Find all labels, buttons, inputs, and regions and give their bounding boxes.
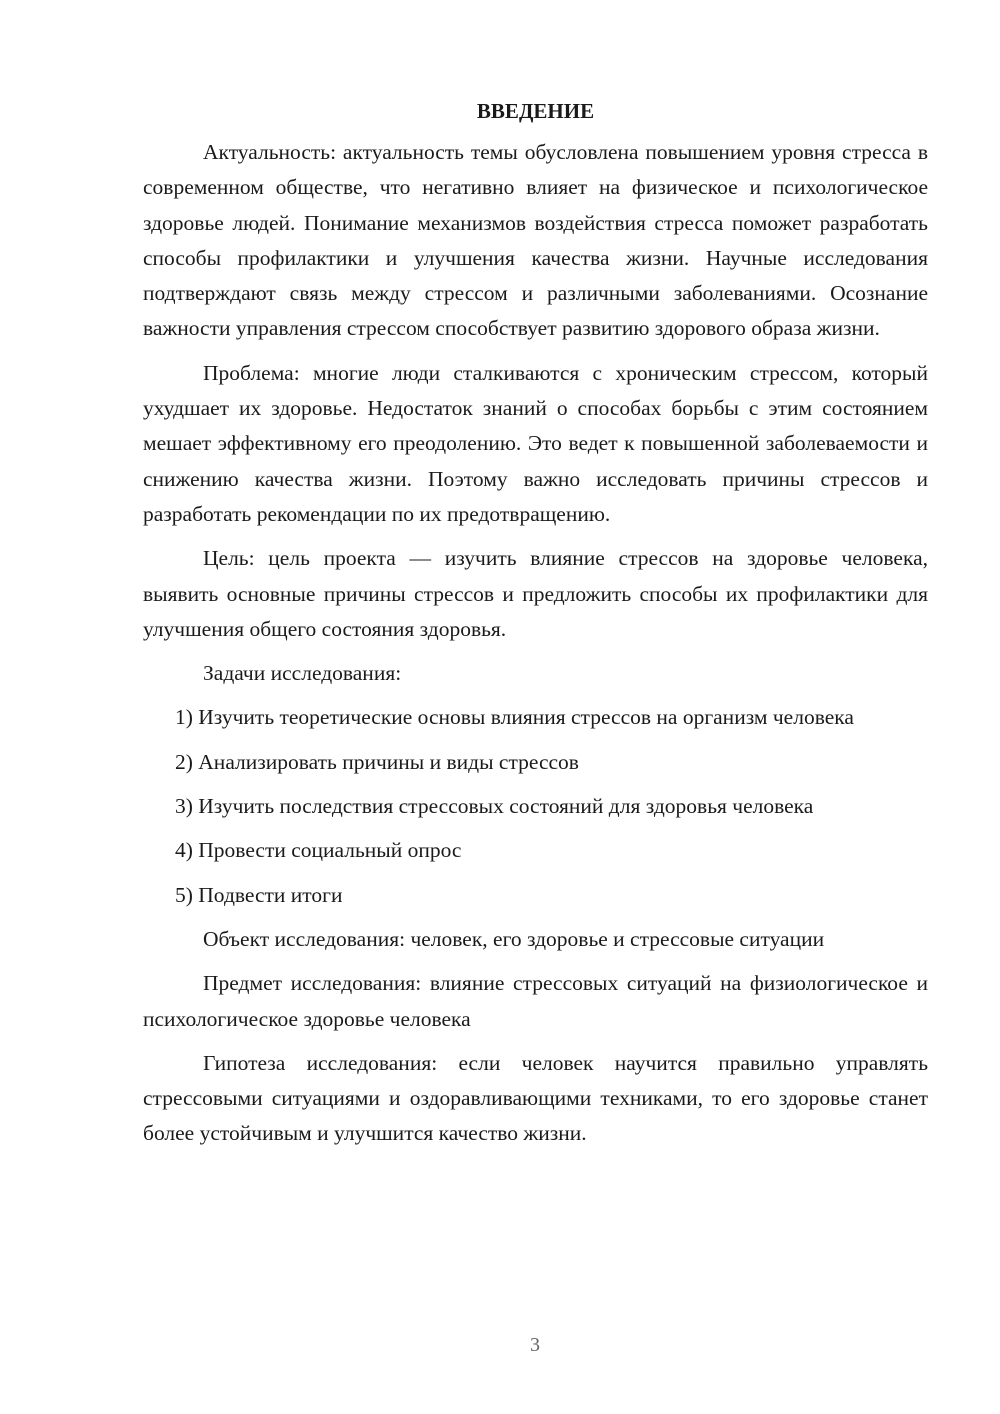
- object-paragraph: Объект исследования: человек, его здоровье и стрессовые ситуации: [203, 926, 825, 951]
- subject-paragraph: Предмет исследования: влияние стрессовых ситуаций на физиологическое и психологическое здоровье человека: [143, 971, 928, 1031]
- task-item: 1) Изучить теоретические основы влияния стрессов на организм человека: [175, 705, 854, 730]
- page-number: 3: [530, 1334, 540, 1356]
- task-item: 3) Изучить последствия стрессовых состояний для здоровья человека: [175, 794, 814, 819]
- hypothesis-paragraph: Гипотеза исследования: если человек научится правильно управлять стрессовыми ситуациями и оздоравливающими техниками, то его здоровье станет более устойчивым и улучшится качество жизни.: [143, 1050, 928, 1146]
- task-item: 4) Провести социальный опрос: [175, 838, 462, 863]
- task-item: 5) Подвести итоги: [175, 882, 343, 907]
- problem-paragraph: Проблема: многие люди сталкиваются с хроническим стрессом, который ухудшает их здоровье. Недостаток знаний о способах борьбы с этим состоянием мешает эффективному его преодолению. Это ведет к повышенной заболеваемости и снижению качества жизни. Поэтому важно исследовать причины стрессов и разработать рекомендации по их предотвращению.: [143, 360, 928, 526]
- tasks-heading: Задачи исследования:: [203, 661, 402, 686]
- page-title: ВВЕДЕНИЕ: [476, 99, 595, 123]
- goal-paragraph: Цель: цель проекта — изучить влияние стрессов на здоровье человека, выявить основные причины стрессов и предложить способы их профилактики для улучшения общего состояния здоровья.: [143, 546, 928, 641]
- relevance-paragraph: Актуальность: актуальность темы обусловлена повышением уровня стресса в современном обществе, что негативно влияет на физическое и психологическое здоровье людей. Понимание механизмов воздействия стресса поможет разработать способы профилактики и улучшения качества жизни. Научные исследования подтверждают связь между стрессом и различными заболеваниями. Осознание важности управления стрессом способствует развитию здорового образа жизни.: [143, 140, 928, 341]
- task-item: 2) Анализировать причины и виды стрессов: [175, 749, 579, 774]
- document-page: [143, 96, 928, 1161]
